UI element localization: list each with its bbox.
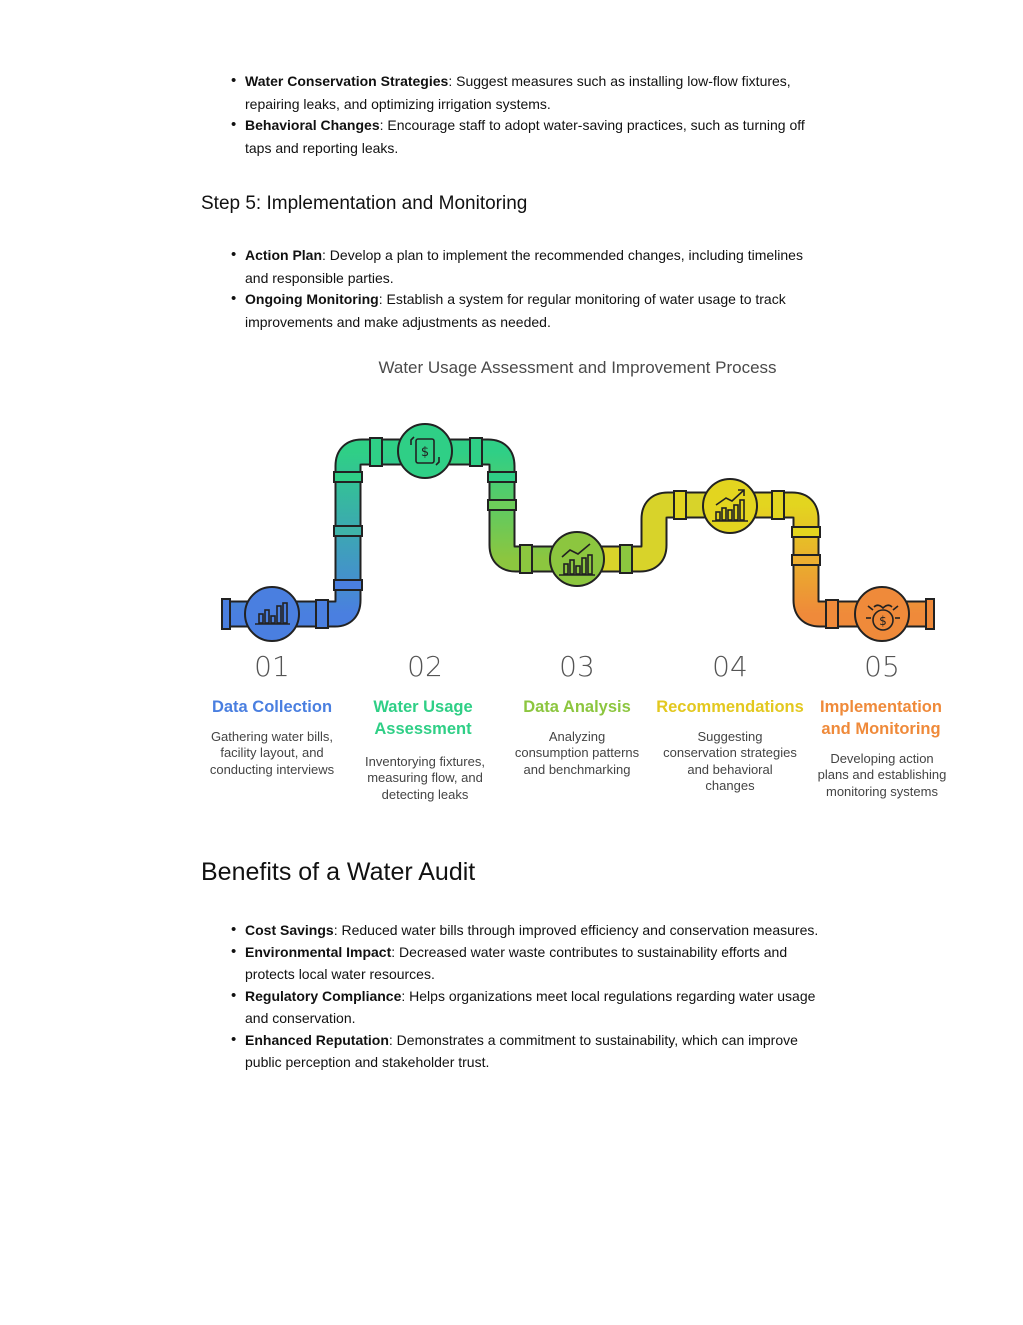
step-title-04: Recommendations: [656, 698, 804, 716]
bullet-term: Behavioral Changes: [245, 117, 380, 133]
bullet-text: : Helps organizations meet local regulations regarding water usage and conservation.: [245, 987, 816, 1026]
bullet-text: : Encourage staff to adopt water-saving practices, such as turning off taps and reporting leaks.: [245, 117, 805, 156]
step-number-01: 01: [254, 650, 290, 683]
step-title-03: Data Analysis: [523, 698, 631, 716]
step-number-04: 04: [712, 650, 748, 683]
bullet-text: : Reduced water bills through improved efficiency and conservation measures.: [333, 922, 819, 938]
bullet-term: Action Plan: [245, 247, 323, 263]
step-title-05: Implementation and Monitoring: [820, 698, 942, 738]
step-number-02: 02: [407, 650, 443, 683]
step5-heading: Step 5: Implementation and Monitoring: [201, 193, 528, 214]
svg-text:$: $: [879, 614, 887, 628]
step-description-02: Inventorying fixtures, measuring flow, and detecting leaks: [365, 754, 485, 802]
pipe-segment-2-fill: [424, 452, 640, 559]
svg-text:$: $: [420, 445, 430, 460]
bullet-term: Regulatory Compliance: [245, 987, 402, 1004]
list-item: [229, 1029, 829, 1074]
bullet-term: Enhanced Reputation: [245, 1031, 389, 1048]
pipe-segment-2: [424, 452, 640, 559]
bullet-text: : Establish a system for regular monitoring of water usage to track improvements and make adjustments as needed.: [245, 291, 786, 330]
step-number-05: 05: [864, 650, 900, 683]
infographic-title: Water Usage Assessment and Improvement Process: [378, 358, 777, 377]
list-item: [229, 919, 829, 942]
bullet-text: : Suggest measures such as installing low-flow fixtures, repairing leaks, and optimizing irrigation systems.: [245, 73, 791, 112]
benefits-heading: Benefits of a Water Audit: [201, 858, 476, 886]
list-item: [229, 941, 829, 986]
node-04: [703, 479, 757, 533]
node-03: [550, 532, 604, 586]
step-title-01: Data Collection: [211, 698, 333, 716]
step-number-03: 03: [559, 650, 595, 683]
bullet-text: : Demonstrates a commitment to sustainability, which can improve public perception and stakeholder trust.: [245, 1031, 798, 1070]
bullet-text: : Develop a plan to implement the recommended changes, including timelines and responsible parties.: [245, 247, 803, 286]
node-05: [855, 587, 909, 641]
step-description-03: Analyzing consumption patterns and benchmarking: [514, 729, 640, 777]
node-02: [398, 424, 452, 478]
step-description-05: Developing action plans and establishing monitoring systems: [817, 751, 947, 799]
bullet-term: Cost Savings: [245, 922, 334, 938]
node-01: [245, 587, 299, 641]
step-description-04: Suggesting conservation strategies and behavioral changes: [663, 729, 797, 793]
bullet-term: Ongoing Monitoring: [245, 291, 379, 307]
bullet-term: Environmental Impact: [245, 943, 392, 960]
bullet-term: Water Conservation Strategies: [245, 73, 449, 89]
step-description-01: Gathering water bills, facility layout, and conducting interviews: [209, 729, 335, 777]
benefits-bullet-list: [229, 919, 829, 1073]
bullet-text: : Decreased water waste contributes to sustainability efforts and protects local water resources.: [245, 943, 788, 982]
step-title-02: Water Usage Assessment: [373, 698, 473, 738]
list-item: [229, 985, 829, 1030]
